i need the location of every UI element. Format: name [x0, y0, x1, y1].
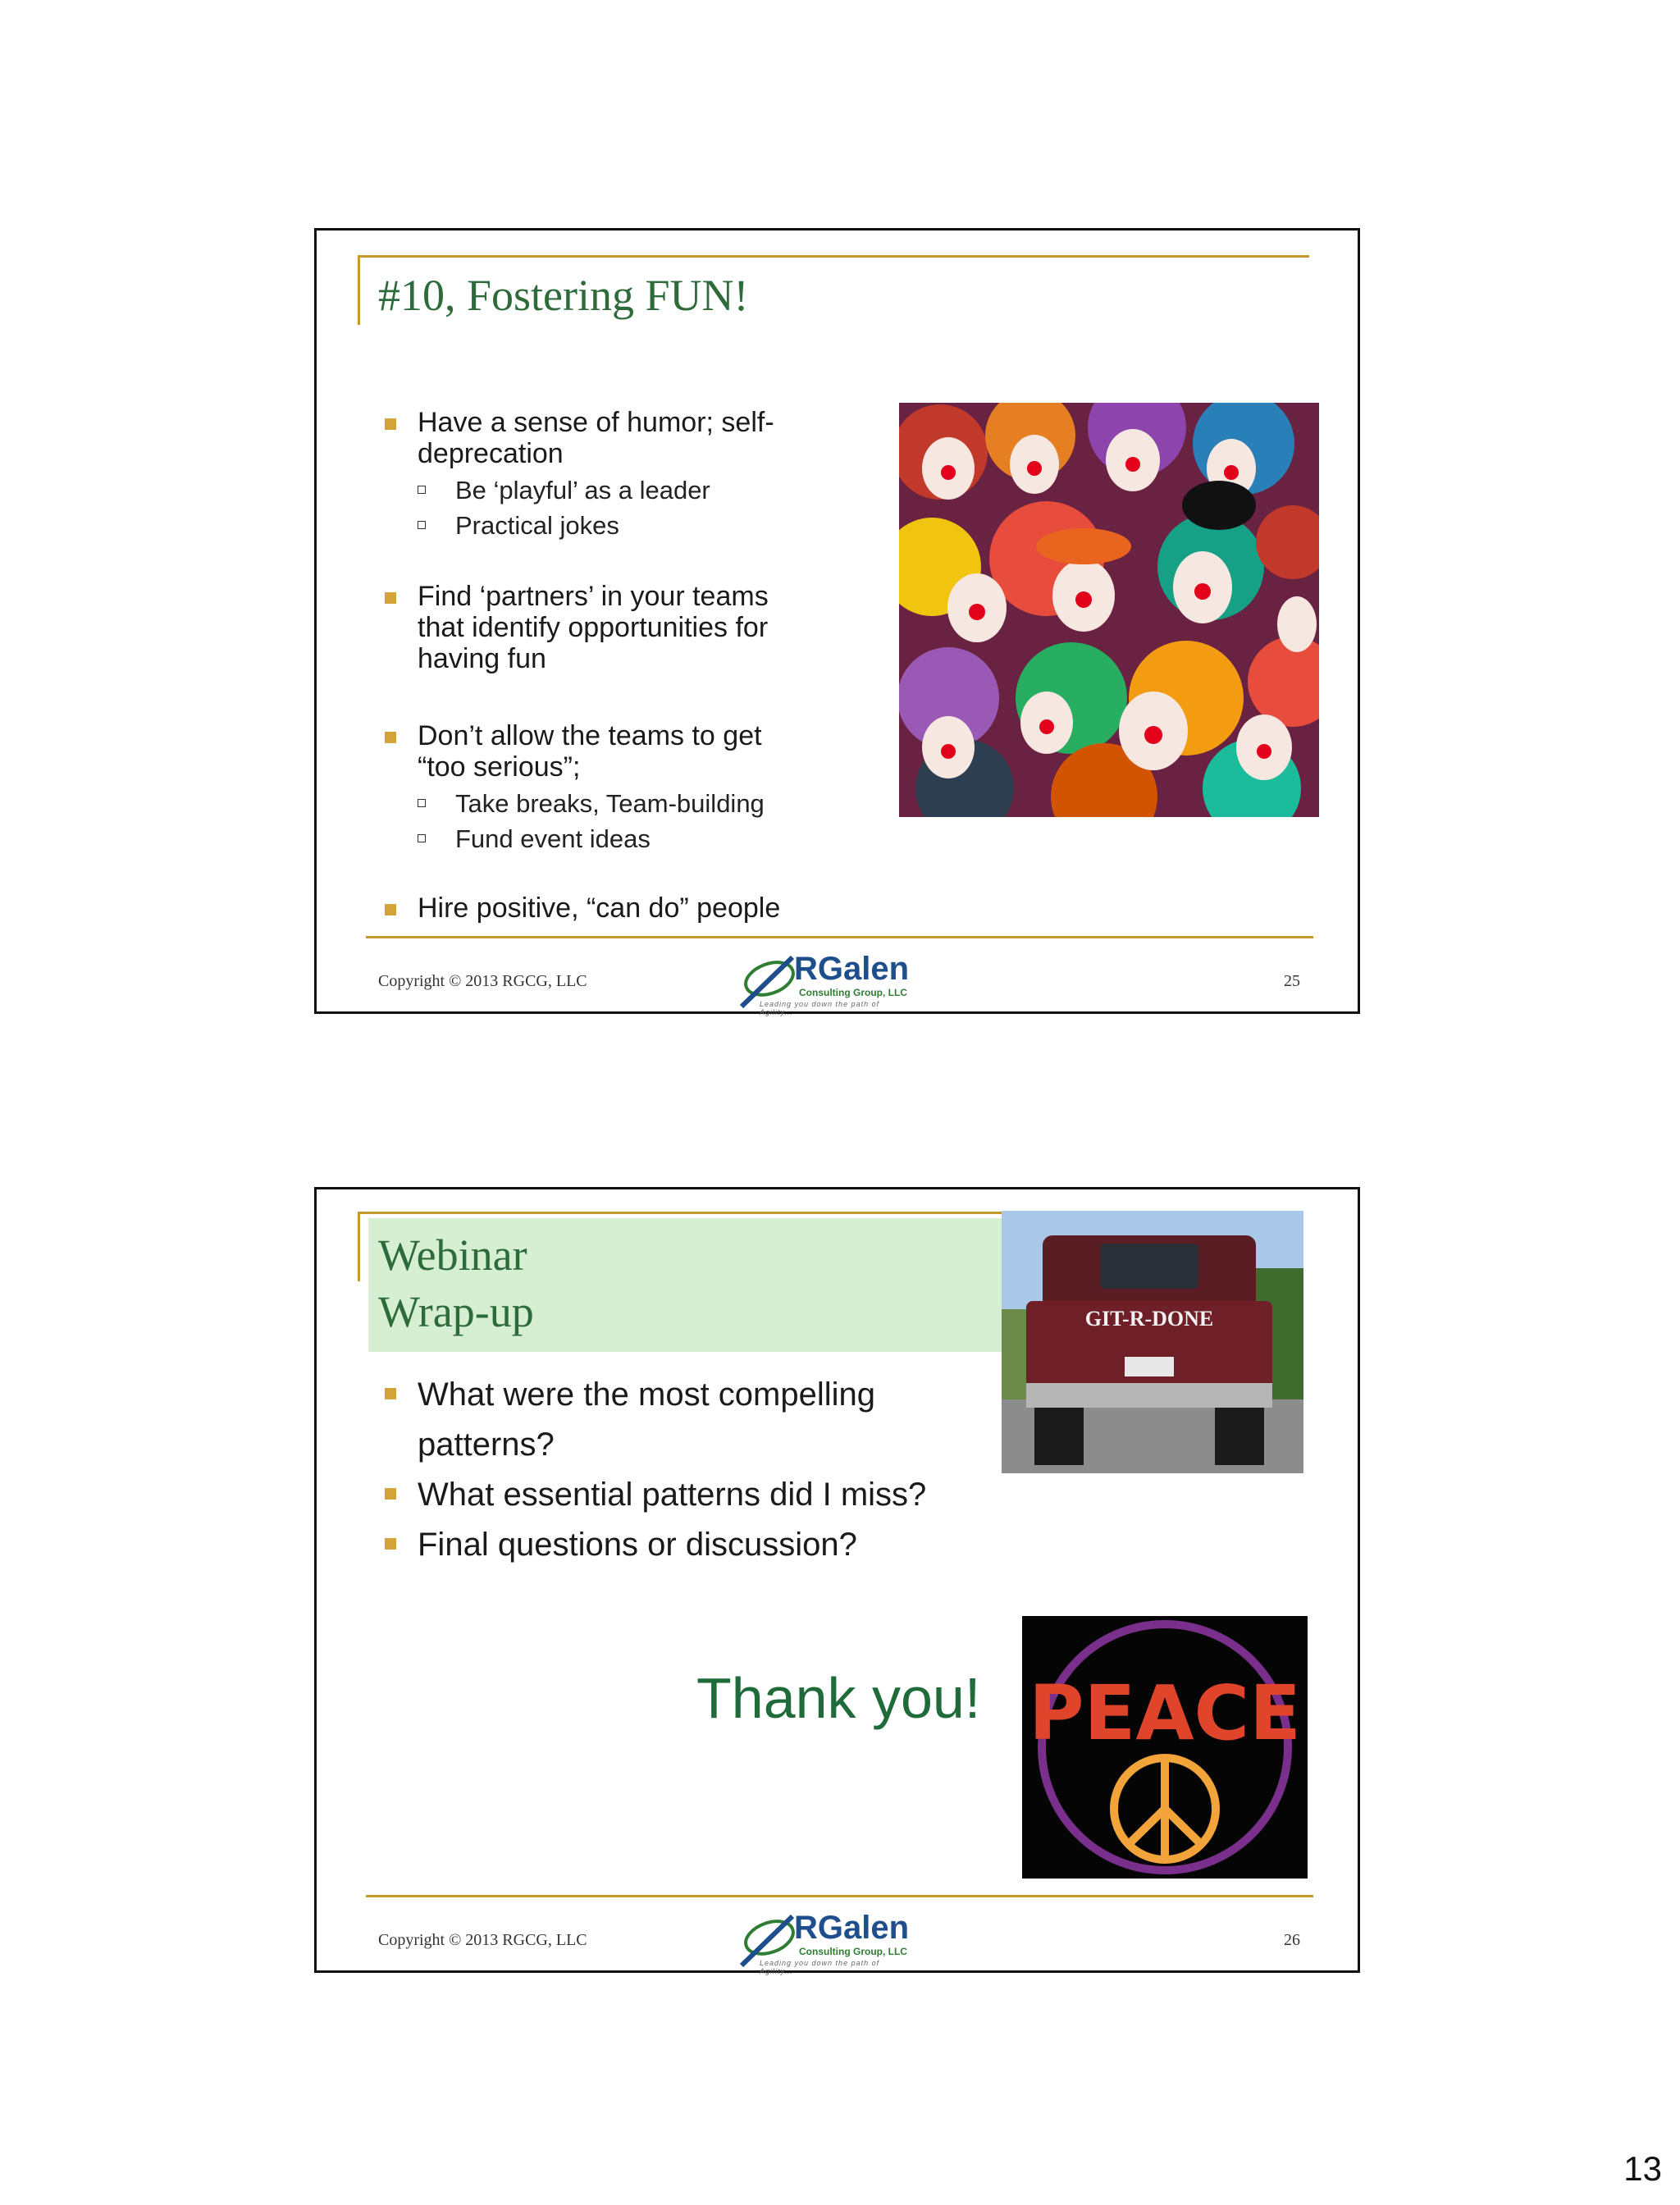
bullet-list [418, 407, 861, 924]
logo-wordmark: RGalen [794, 951, 910, 987]
bullet-item [418, 1520, 1025, 1570]
title-line: Wrap-up [378, 1287, 534, 1336]
footer-divider [366, 1895, 1313, 1897]
logo-subtitle: Consulting Group, LLC [799, 987, 907, 998]
bullet-text-line: patterns? [418, 1427, 555, 1463]
sub-bullet-item [418, 472, 861, 508]
sub-bullet-list [418, 786, 861, 856]
sub-bullet-item [418, 508, 861, 543]
sub-bullet-text: Take breaks, Team-building [455, 789, 765, 818]
bullet-item [418, 581, 861, 674]
title-accent-vertical [358, 255, 360, 325]
bullet-square-icon [385, 592, 396, 604]
title-accent-vertical [358, 1212, 360, 1281]
title-accent-horizontal [358, 255, 1309, 258]
bullet-item [418, 892, 861, 924]
bullet-square-icon [385, 1488, 396, 1500]
sub-bullet-item [418, 821, 861, 856]
slide-number: 26 [1284, 1931, 1300, 1949]
bullet-text-line: that identify opportunities for [418, 612, 769, 643]
slide-number: 25 [1284, 972, 1300, 990]
title-accent-horizontal [358, 1212, 1002, 1214]
bullet-text-line: having fun [418, 643, 546, 674]
sub-bullet-text: Practical jokes [455, 511, 619, 540]
logo-tagline: Leading you down the path of Agility... [760, 1000, 880, 1016]
copyright-text: Copyright © 2013 RGCG, LLC [378, 972, 587, 990]
bullet-text-line: deprecation [418, 438, 564, 469]
rgalen-logo [735, 1910, 915, 1975]
checkbox-bullet-icon [418, 521, 426, 529]
sub-bullet-text: Fund event ideas [455, 824, 651, 853]
bullet-text-line: Have a sense of humor; self- [418, 407, 774, 438]
sub-bullet-list [418, 472, 861, 543]
bullet-item [418, 1470, 1025, 1520]
footer-divider [366, 936, 1313, 938]
bullet-text-line: Find ‘partners’ in your teams [418, 581, 769, 612]
thank-you-text: Thank you! [696, 1666, 981, 1730]
sub-bullet-item [418, 786, 861, 821]
bullet-list [418, 1370, 1025, 1570]
bullet-item [418, 720, 861, 856]
bullet-square-icon [385, 732, 396, 743]
slide-25 [314, 228, 1360, 1014]
logo-tagline: Leading you down the path of Agility... [760, 1959, 880, 1975]
rgalen-logo [735, 951, 915, 1016]
slide-title: #10, Fostering FUN! [378, 271, 749, 320]
copyright-text: Copyright © 2013 RGCG, LLC [378, 1931, 587, 1949]
slide-title [378, 1227, 534, 1340]
checkbox-bullet-icon [418, 799, 426, 807]
bullet-item [418, 407, 861, 543]
checkbox-bullet-icon [418, 486, 426, 494]
slide-26 [314, 1187, 1360, 1973]
bullet-text-line: What were the most compelling [418, 1376, 876, 1413]
truck-photo [1002, 1211, 1303, 1473]
peace-text: PEACE [1029, 1669, 1301, 1757]
logo-subtitle: Consulting Group, LLC [799, 1946, 907, 1957]
bullet-text-line: Hire positive, “can do” people [418, 892, 781, 924]
bullet-square-icon [385, 904, 396, 915]
bullet-text-line: “too serious”; [418, 751, 581, 783]
bullet-item [418, 1370, 1025, 1470]
bullet-text-line: Final questions or discussion? [418, 1527, 857, 1563]
bullet-square-icon [385, 1388, 396, 1399]
clowns-photo [899, 403, 1319, 817]
bullet-square-icon [385, 1538, 396, 1550]
truck-sign-text: GIT-R-DONE [1084, 1307, 1214, 1331]
peace-photo [1022, 1616, 1308, 1879]
page-number: 13 [1623, 2149, 1662, 2188]
sub-bullet-text: Be ‘playful’ as a leader [455, 476, 710, 504]
logo-wordmark: RGalen [794, 1910, 910, 1946]
title-line: Webinar [378, 1230, 527, 1280]
bullet-text-line: Don’t allow the teams to get [418, 720, 762, 751]
bullet-square-icon [385, 418, 396, 430]
checkbox-bullet-icon [418, 834, 426, 842]
bullet-text-line: What essential patterns did I miss? [418, 1477, 927, 1513]
